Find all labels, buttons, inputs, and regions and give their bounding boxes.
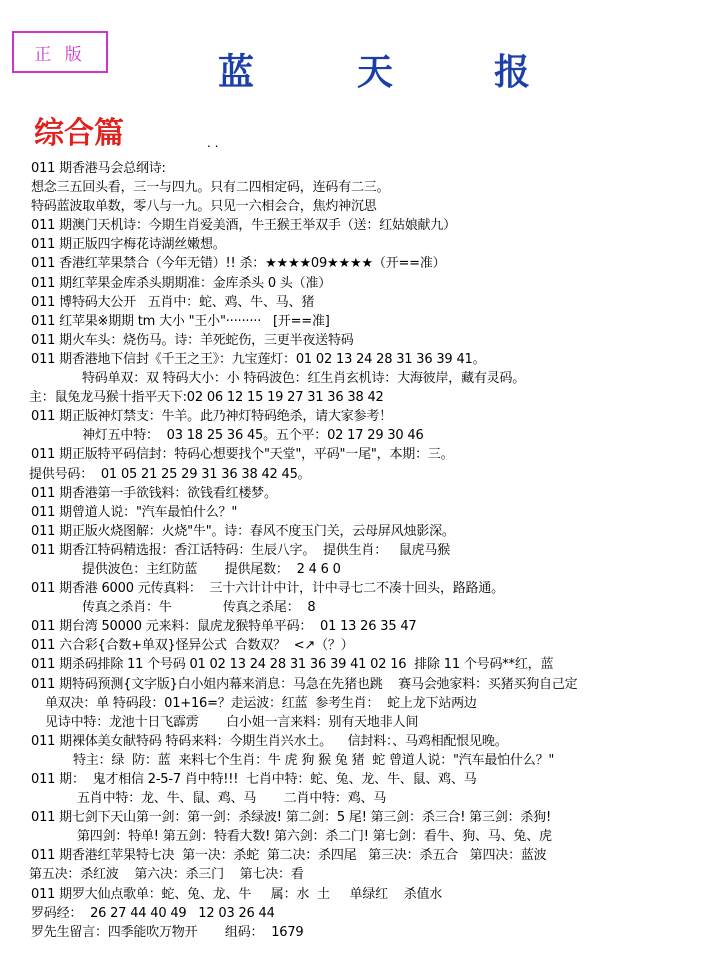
text-line: 011 期香港第一手欲钱料：欲钱看红楼梦。 bbox=[31, 485, 277, 501]
text-line: 011 期香港马会总纲诗: bbox=[31, 161, 166, 176]
text-line: 011 期杀码排除 11 个号码 01 02 13 24 28 31 36 39 41 02 16 排除 11 个号码**红，蓝 bbox=[31, 657, 554, 673]
text-line: 011 期罗大仙点歌单：蛇、兔、龙、牛 属：水 土 单绿红 杀值水 bbox=[31, 886, 443, 902]
text-line: 011 期澳门天机诗：今期生肖爱美酒，牛王猴王举双手（送：红姑娘献九） bbox=[31, 218, 456, 234]
text-line: 提供号码： 01 05 21 25 29 31 36 38 42 45。 bbox=[29, 466, 311, 482]
text-line: 单双决：单 特码段：01+16=？走运波：红蓝 参考生肖： 蛇上龙下站两边 bbox=[45, 695, 477, 711]
text-line: 011 期香港红苹果特七决 第一决：杀蛇 第二决：杀四尾 第三决：杀五合 第四决：蓝波 bbox=[31, 848, 547, 864]
text-line: 五肖中特：龙、牛、鼠、鸡、马 二肖中特：鸡、马 bbox=[77, 791, 387, 807]
decorative-dots: . . bbox=[207, 136, 219, 150]
text-line: 011 期曾道人说："汽车最怕什么？" bbox=[31, 504, 238, 520]
text-line: 011 期台湾 50000 元来料：鼠虎龙猴特单平码： 01 13 26 35 47 bbox=[31, 619, 417, 635]
edition-badge: 正 版 bbox=[12, 31, 108, 73]
text-line: 011 期香江特码精选报：香江话特码：生辰八字。 提供生肖： 鼠虎马猴 bbox=[31, 542, 451, 558]
text-line: 011 期正版神灯禁支：牛羊。此乃神灯特码绝杀，请大家参考！ bbox=[31, 409, 392, 425]
section-title: 综合篇 bbox=[34, 116, 124, 151]
text-line: 011 期红苹果金库杀头期期准：金库杀头 0 头（准） bbox=[31, 275, 332, 291]
text-line: 011 红苹果※期期 tm 大小 "王小"········· [开==准] bbox=[31, 313, 330, 329]
text-line: 011 期正版特平码信封：特码心想要找个"天堂"，平码"一尾"，本期：三。 bbox=[31, 447, 454, 463]
text-line: 第五决：杀红波 第六决：杀三门 第七决：看 bbox=[29, 867, 304, 883]
page-title bbox=[0, 44, 721, 94]
text-line: 特码蓝波取单数，零八与一九。只见一六相会合，焦灼神沉思 bbox=[31, 199, 377, 215]
text-line: 提供波色：主红防蓝 提供尾数： 2 4 6 0 bbox=[82, 561, 341, 577]
text-line: 011 期香港 6000 元传真料： 三十六计计中计，计中寻七二不凑十回头，路路通。 bbox=[31, 581, 504, 597]
text-line: 见诗中特：龙池十日飞霹雳 白小姐一言来料：别有天地非人间 bbox=[45, 714, 419, 730]
text-line: 011 期： 鬼才相信 2-5-7 肖中特!!! 七肖中特：蛇、兔、龙、牛、鼠、鸡、马 bbox=[31, 772, 477, 787]
text-line: 传真之杀肖：牛 传真之杀尾： 8 bbox=[82, 600, 316, 616]
content-block bbox=[31, 159, 721, 942]
text-line: 011 博特码大公开 五肖中：蛇、鸡、牛、马、猪 bbox=[31, 294, 315, 310]
text-line: 011 期裸体美女献特码 特码来料：今期生肖兴水土。 信封料：、马鸡相配恨见晚。 bbox=[31, 733, 508, 749]
text-line: 011 六合彩{合数+单双}怪异公式 合数双？ <↗（？） bbox=[31, 638, 354, 654]
text-line: 罗码经： 26 27 44 40 49 12 03 26 44 bbox=[31, 905, 275, 921]
text-line: 011 期香港地下信封《千王之王》：九宝莲灯：01 02 13 24 28 31 36 39 41。 bbox=[31, 351, 486, 367]
title-char-2: 天 bbox=[357, 51, 394, 93]
text-line: 想念三五回头看，三一与四九。只有二四相定码，连码有二三。 bbox=[31, 180, 390, 196]
text-line: 第四剑：特单! 第五剑：特看大数! 第六剑：杀二门! 第七剑：看牛、狗、马、兔、虎 bbox=[77, 829, 552, 845]
text-line: 011 期火车头：烧伤马。诗：羊死蛇伤，三更半夜送特码 bbox=[31, 332, 354, 348]
title-char-1: 蓝 bbox=[218, 51, 255, 93]
text-line: 特码单双：双 特码大小：小 特码波色：红生肖玄机诗：大海彼岸，藏有灵码。 bbox=[82, 371, 526, 387]
text-line: 罗先生留言：四季能吹万物开 组码： 1679 bbox=[31, 924, 304, 940]
text-line: 011 期特码预测{文字版}白小姐内幕来消息：马急在先猪也跳 赛马会弛家料：买猪买狗自己定 bbox=[31, 676, 578, 692]
text-line: 011 期正版火烧图解：火烧"牛"。诗：春风不度玉门关，云母屏风烛影深。 bbox=[31, 523, 455, 539]
text-line: 011 期七剑下天山第一剑：第一剑：杀绿波! 第二剑：5 尾! 第三剑：杀三合! 第三剑：杀狗! bbox=[31, 810, 551, 826]
title-char-3: 报 bbox=[494, 51, 531, 93]
text-line: 主：鼠兔龙马猴十指平天下:02 06 12 15 19 27 31 36 38 42 bbox=[29, 390, 384, 406]
text-line: 011 期正版四字梅花诗湖丝嫩想。 bbox=[31, 237, 226, 253]
text-line: 特主：绿 防：蓝 来料七个生肖：牛 虎 狗 猴 兔 猪 蛇 曾道人说："汽车最怕什么？" bbox=[73, 752, 555, 768]
text-line: 神灯五中特： 03 18 25 36 45。五个平：02 17 29 30 46 bbox=[82, 428, 424, 444]
text-line: 011 香港红苹果禁合（今年无错）!! 杀：★★★★09★★★★（开==准） bbox=[31, 256, 446, 272]
